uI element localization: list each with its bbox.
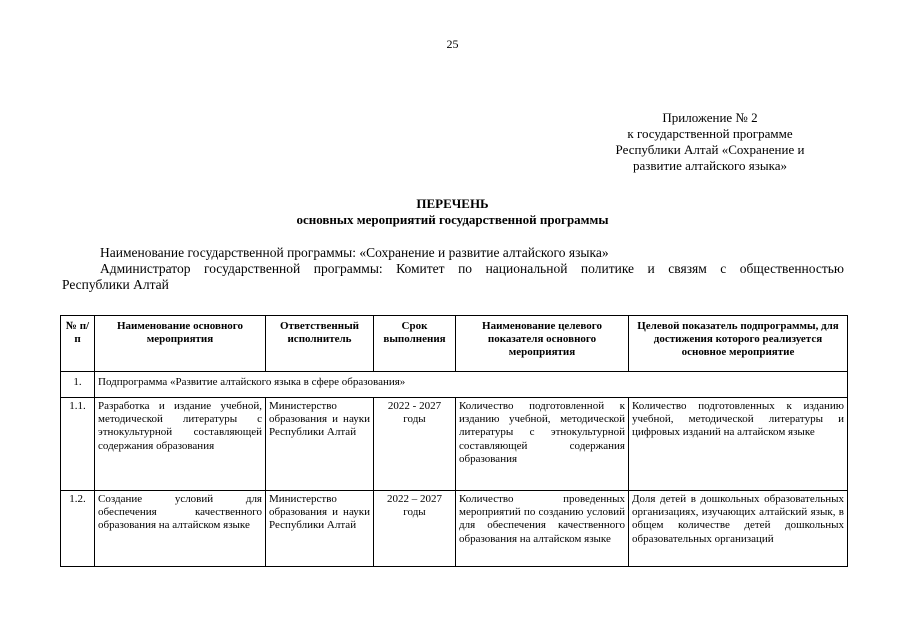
document-title	[0, 196, 905, 228]
row-executor: Министерство образования и науки Республики Алтай	[266, 491, 374, 567]
appendix-line: Приложение № 2	[662, 110, 758, 125]
subprogram-name: Подпрограмма «Развитие алтайского языка в сфере образования»	[95, 372, 848, 398]
header-target: Целевой показатель подпрограммы, для достижения которого реализуется основное мероприятие	[629, 316, 848, 372]
row-term: 2022 – 2027 годы	[374, 491, 456, 567]
subprogram-row	[61, 372, 848, 398]
program-administrator: Администратор государственной программы: Комитет по национальной политике и связям с общественностью	[100, 261, 844, 276]
row-event: Разработка и издание учебной, методической литературы с этнокультурной составляющей содержания образования	[95, 398, 266, 491]
header-num: № п/п	[61, 316, 95, 372]
header-executor: Ответственный исполнитель	[266, 316, 374, 372]
title-line: ПЕРЕЧЕНЬ	[416, 196, 489, 211]
row-indicator: Количество подготовленной к изданию учебной, методической литературы с этнокультурной составляющей содержания образования	[456, 398, 629, 491]
page-number: 25	[446, 37, 459, 51]
row-target: Количество подготовленных к изданию учебной, методической литературы и цифровых изданий на алтайском языке	[629, 398, 848, 491]
program-name: Наименование государственной программы: «Сохранение и развитие алтайского языка»	[100, 245, 609, 260]
table-row	[61, 491, 848, 567]
header-indicator: Наименование целевого показателя основного мероприятия	[456, 316, 629, 372]
row-num: 1.1.	[61, 398, 95, 491]
row-target: Доля детей в дошкольных образовательных организациях, изучающих алтайский язык, в общем количестве детей дошкольных образовательных организаций	[629, 491, 848, 567]
title-line: основных мероприятий государственной программы	[296, 212, 609, 227]
table-header-row	[61, 316, 848, 372]
events-table	[60, 315, 848, 567]
appendix-line: Республики Алтай «Сохранение и	[615, 142, 805, 157]
subprogram-num: 1.	[61, 372, 95, 398]
row-event: Создание условий для обеспечения качественного образования на алтайском языке	[95, 491, 266, 567]
header-term: Срок выполнения	[374, 316, 456, 372]
table-row	[61, 398, 848, 491]
appendix-line: к государственной программе	[627, 126, 793, 141]
appendix-line: развитие алтайского языка»	[632, 158, 788, 173]
row-indicator: Количество проведенных мероприятий по созданию условий для обеспечения качественного образования на алтайском языке	[456, 491, 629, 567]
row-executor: Министерство образования и науки Республики Алтай	[266, 398, 374, 491]
appendix-block	[590, 110, 830, 174]
row-num: 1.2.	[61, 491, 95, 567]
program-administrator-cont: Республики Алтай	[62, 277, 169, 292]
program-info	[62, 245, 844, 293]
header-event: Наименование основного мероприятия	[95, 316, 266, 372]
row-term: 2022 - 2027 годы	[374, 398, 456, 491]
